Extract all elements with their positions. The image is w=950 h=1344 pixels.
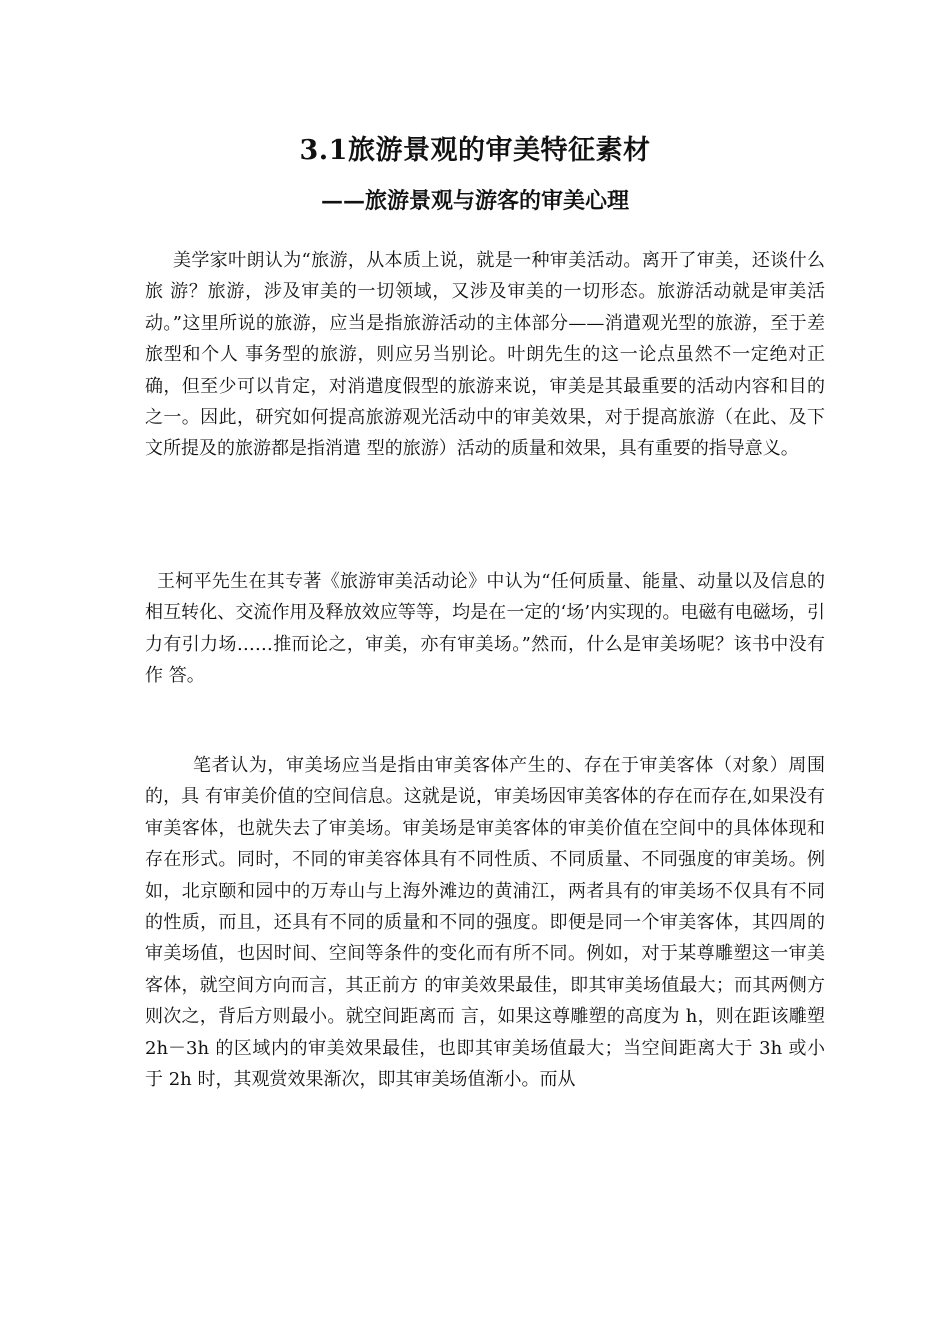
paragraph-1: 美学家叶朗认为“旅游，从本质上说，就是一种审美活动。离开了审美，还谈什么旅 游？旅游，涉及审美的一切领域，又涉及审美的一切形态。旅游活动就是审美活动。”这里所说的旅游，应当是指旅游活动的主体部分——消遣观光型的旅游，至于差旅型和个人 事务型的旅游，则应另当别论。叶朗先生的这一论点虽然不一定绝对正确，但至少可以肯定，对消遣度假型的旅游来说，审美是其最重要的活动内容和目的之一。因此，研究如何提高旅游观光活动中的审美效果，对于提高旅游（在此、及下文所提及的旅游都是指消遣 型的旅游）活动的质量和效果，具有重要的指导意义。 xyxy=(145,250,825,460)
document-title: 3.1旅游景观的审美特征素材 xyxy=(299,135,651,166)
paragraph-3: 笔者认为，审美场应当是指由审美客体产生的、存在于审美客体（对象）周围的，具 有审美价值的空间信息。这就是说，审美场因审美客体的存在而存在,如果没有审美客体，也就失去了审美场。审美场是审美客体的审美价值在空间中的具体体现和存在形式。同时，不同的审美容体具有不同性质、不同质量、不同强度的审美场。例如，北京颐和园中的万寿山与上海外滩边的黄浦江，两者具有的审美场不仅具有不同的性质，而且，还具有不同的质量和不同的强度。即便是同一个审美客体，其四周的审美场值，也因时间、空间等条件的变化而有所不同。例如，对于某尊雕塑这一审美客体，就空间方向而言，其正前方 的审美效果最佳，即其审美场值最大；而其两侧方则次之，背后方则最小。就空间距离而 言，如果这尊雕塑的高度为 h，则在距该雕塑 2h－3h 的区域内的审美效果最佳，也即其审美场值最大；当空间距离大于 3h 或小于 2h 时，其观赏效果渐次，即其审美场值渐小。而从 xyxy=(145,755,825,1091)
document-subtitle: ——旅游景观与游客的审美心理 xyxy=(320,188,629,214)
paragraph-2: 王柯平先生在其专著《旅游审美活动论》中认为“任何质量、能量、动量以及信息的 相互转化、交流作用及释放效应等等，均是在一定的‘场’内实现的。电磁有电磁场，引 力有引力场……推而论之，审美，亦有审美场。”然而，什么是审美场呢？该书中没有作 答。 xyxy=(145,571,825,687)
